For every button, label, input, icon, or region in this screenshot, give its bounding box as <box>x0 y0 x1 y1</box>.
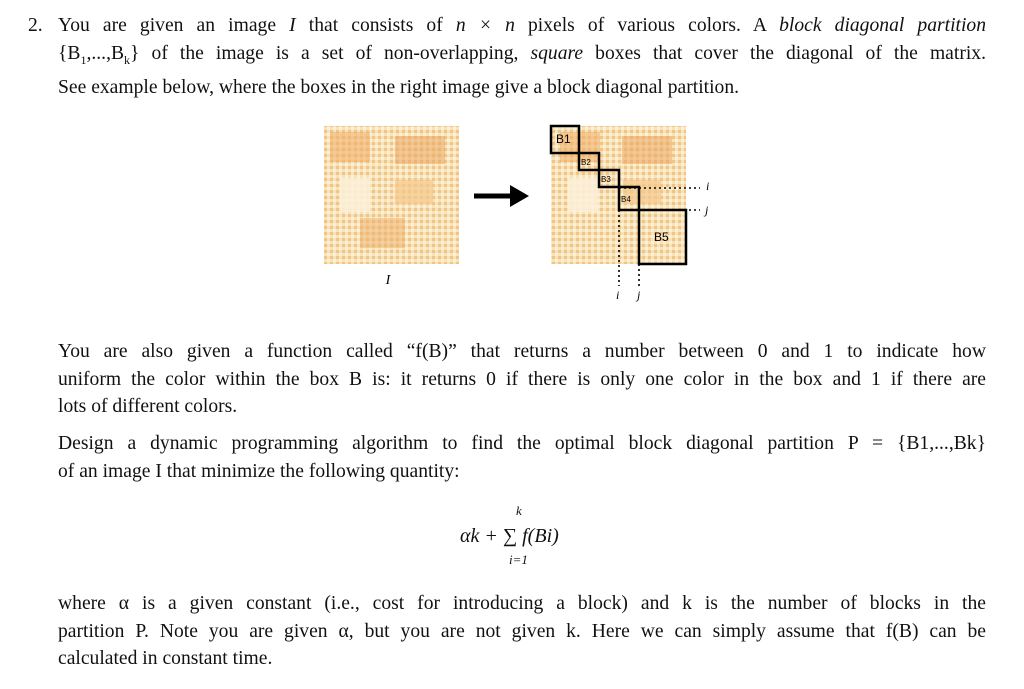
statement-line-2: $\{B_1,...,B_k\}$ of the image is a set of non-overlapping, square boxes that cover the diagonal of the matrix. <box>58 42 986 67</box>
function-line-1: You are also given a function called “f(B)” that returns a number between 0 and 1 to indicate how <box>58 341 986 362</box>
block-label-b5: B5 <box>654 230 669 244</box>
task-line-2: of an image I that minimize the following quantity: <box>58 460 460 482</box>
image-label-i: I <box>385 273 391 288</box>
sum-lower-limit: i=1 <box>509 552 528 567</box>
index-i-bottom: i <box>616 288 620 302</box>
index-j-bottom: j <box>637 288 641 302</box>
statement-line-1: You are given an image I that consists of n × n pixels of various colors. A block diagonal partition <box>58 15 987 36</box>
explanation-line-3: calculated in constant time. <box>58 648 273 669</box>
problem-number: 2. <box>28 15 43 36</box>
source-image <box>324 126 459 264</box>
index-j-right: j <box>705 203 709 217</box>
explanation-paragraph <box>58 590 986 673</box>
explanation-line-2: partition P. Note you are given α, but you are not given k. Here we can simply assume that f(B) can be <box>58 620 986 642</box>
task-paragraph <box>58 430 986 485</box>
transform-arrow-icon <box>474 185 529 207</box>
objective-formula <box>460 505 620 575</box>
formula-body: αk + ∑ f(Bi) <box>460 525 559 547</box>
block-diagonal-figure <box>300 118 730 308</box>
explanation-line-1: where α is a given constant (i.e., cost for introducing a block) and k is the number of blocks in the <box>58 593 986 614</box>
sum-upper-limit: k <box>516 503 522 518</box>
block-label-b4: B4 <box>621 195 631 204</box>
block-label-b2: B2 <box>581 158 591 167</box>
index-i-right: i <box>706 179 710 193</box>
function-line-2: uniform the color within the box B is: it returns 0 if there is only one color in the box and 1 if there are <box>58 368 986 390</box>
block-label-b1: B1 <box>556 132 571 146</box>
function-line-3: lots of different colors. <box>58 396 238 417</box>
problem-statement-paragraph <box>28 12 987 101</box>
statement-line-3: See example below, where the boxes in the right image give a block diagonal partition. <box>58 76 740 98</box>
task-line-1: Design a dynamic programming algorithm to find the optimal block diagonal partition P = {B1,...,Bk} <box>58 433 986 454</box>
block-label-b3: B3 <box>601 175 611 184</box>
function-description-paragraph <box>58 338 986 421</box>
